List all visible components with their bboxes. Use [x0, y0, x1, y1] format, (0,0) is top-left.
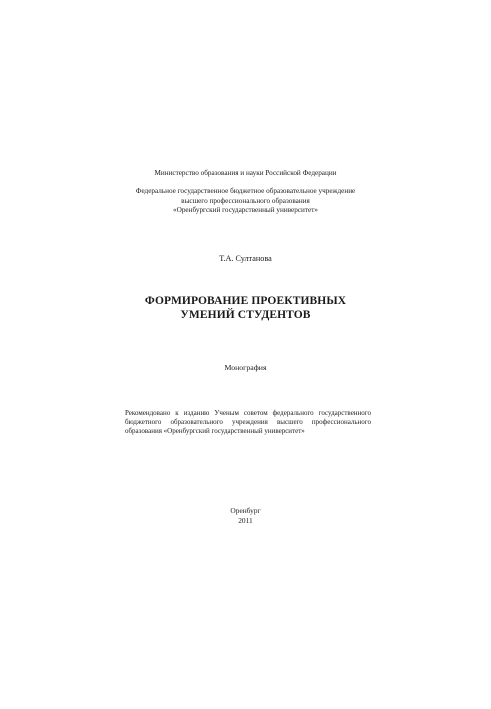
genre-label: Монография: [224, 363, 267, 372]
institution-line-3: «Оренбургский государственный университет»: [173, 206, 318, 215]
imprint-block: [0, 506, 491, 525]
document-title: [0, 294, 491, 322]
institution-line-1: Федеральное государственное бюджетное образовательное учреждение: [135, 187, 356, 195]
institution-line-2: высшего профессионального образования: [181, 196, 310, 205]
institution-block: [0, 187, 491, 216]
author-name: Т.А. Султанова: [219, 254, 272, 263]
ministry-line: Министерство образования и науки Российской Федерации: [154, 169, 337, 177]
imprint-city: Оренбург: [230, 506, 261, 515]
imprint-year: 2011: [238, 515, 253, 525]
recommendation-paragraph: Рекомендовано к изданию Ученым советом федерального государственного бюджетного образовательного учреждения высшего профессионального образования «Оренбургский государственный университет»: [125, 409, 371, 436]
title-line-1: ФОРМИРОВАНИЕ ПРОЕКТИВНЫХ: [144, 295, 347, 307]
title-line-2: УМЕНИЙ СТУДЕНТОВ: [180, 309, 311, 321]
